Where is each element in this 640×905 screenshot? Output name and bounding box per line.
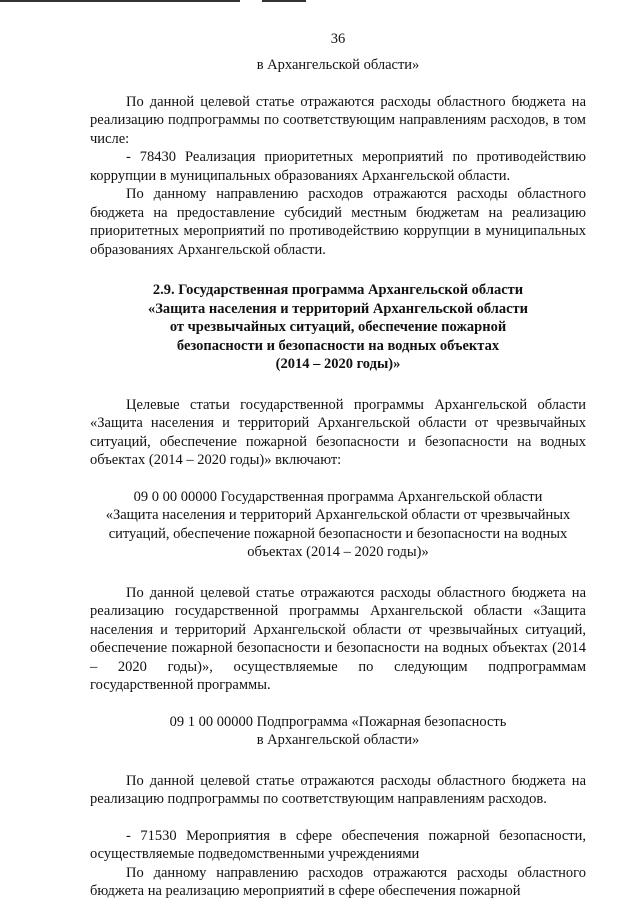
paragraph-6: По данному направлению расходов отражаются расходы областного бюджета на реализацию мероприятий в сфере обеспечения пожарной xyxy=(90,864,586,899)
paragraph-5: По данной целевой статье отражаются расходы областного бюджета на реализацию подпрограммы по соответствующим направлениям расходов. xyxy=(90,772,586,807)
code-091-line-1: 09 1 00 00000 Подпрограмма «Пожарная безопасность xyxy=(169,713,507,730)
code-090-line-3: ситуаций, обеспечение пожарной безопасности и безопасности на водных xyxy=(108,525,568,542)
top-edge-rule-short xyxy=(262,0,306,2)
top-edge-rule xyxy=(0,0,240,2)
item-78430: - 78430 Реализация приоритетных мероприятий по противодействию коррупции в муниципальных образованиях Архангельской области. xyxy=(90,149,586,184)
section-heading xyxy=(90,281,586,374)
code-090-line-2: «Защита населения и территорий Архангельской области от чрезвычайных xyxy=(105,507,571,523)
paragraph-1: По данной целевой статье отражаются расходы областного бюджета на реализацию подпрограммы по соответствующим направлениям расходов, в том числе: xyxy=(90,93,586,147)
item-71530: - 71530 Мероприятия в сфере обеспечения пожарной безопасности, осуществляемые подведомственными учреждениями xyxy=(90,827,586,862)
code-block-090 xyxy=(90,488,586,562)
paragraph-2: По данному направлению расходов отражаются расходы областного бюджета на предоставление субсидий местным бюджетам на реализацию приоритетных мероприятий по противодействию коррупции в муниципальных образованиях Архангельской области. xyxy=(90,186,586,258)
page-number: 36 xyxy=(330,31,346,47)
heading-line-5: (2014 – 2020 годы)» xyxy=(275,356,401,372)
top-fragment: в Архангельской области» xyxy=(256,57,420,73)
heading-line-3: от чрезвычайных ситуаций, обеспечение пожарной xyxy=(169,319,507,335)
code-090-line-1: 09 0 00 00000 Государственная программа Архангельской области xyxy=(133,488,543,505)
document-page xyxy=(90,30,586,901)
code-091-line-2: в Архангельской области» xyxy=(256,732,420,748)
paragraph-4: По данной целевой статье отражаются расходы областного бюджета на реализацию государственной программы Архангельской области «Защита населения и территорий Архангельской области от чрезвычайных ситуаций, обеспечение пожарной безопасности и безопасности на водных объектах (2014 – 2020 годы)», осуществляемые по следующим подпрограммам государственной программы. xyxy=(90,584,586,693)
heading-line-1: 2.9. Государственная программа Архангельской области xyxy=(152,282,524,298)
heading-line-4: безопасности и безопасности на водных объектах xyxy=(176,337,500,354)
code-block-091 xyxy=(90,713,586,750)
heading-line-2: «Защита населения и территорий Архангельской области xyxy=(147,300,529,317)
code-090-line-4: объектах (2014 – 2020 годы)» xyxy=(247,544,429,560)
paragraph-3: Целевые статьи государственной программы Архангельской области «Защита населения и территорий Архангельской области от чрезвычайных ситуаций, обеспечение пожарной безопасности и безопасности на водных объектах (2014 – 2020 годы)» включают: xyxy=(90,396,586,468)
